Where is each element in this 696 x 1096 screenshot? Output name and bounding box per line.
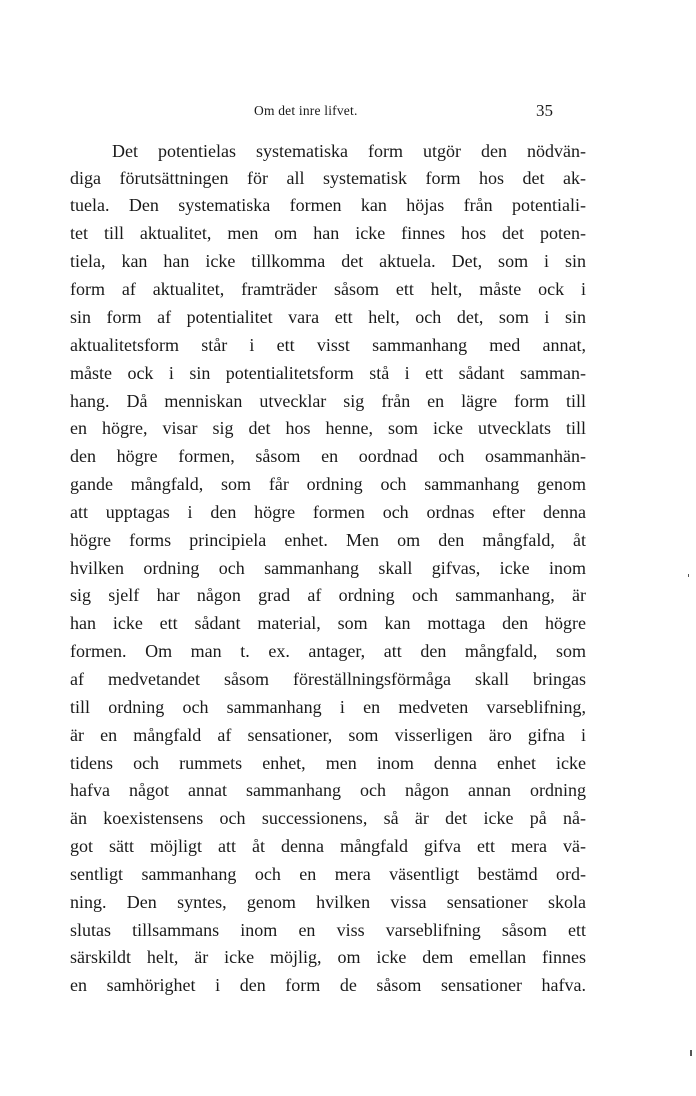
text-line: sin form af potentialitet vara ett helt, och det, som i sin bbox=[70, 307, 586, 327]
text-line: got sätt möjligt att åt denna mångfald gifva ett mera vä- bbox=[70, 836, 586, 856]
text-line: att upptagas i den högre formen och ordnas efter denna bbox=[70, 502, 586, 522]
text-line: tuela. Den systematiska formen kan höjas från potentiali- bbox=[70, 195, 586, 215]
text-line: slutas tillsammans inom en viss varseblifning såsom ett bbox=[70, 920, 586, 940]
text-line: högre forms principiela enhet. Men om den mångfald, åt bbox=[70, 530, 586, 550]
text-line: hang. Då menniskan utvecklar sig från en lägre form till bbox=[70, 391, 586, 411]
text-line: är en mångfald af sensationer, som visserligen äro gifna i bbox=[70, 725, 586, 745]
text-line: tiela, kan han icke tillkomma det aktuela. Det, som i sin bbox=[70, 251, 586, 271]
text-line: diga förutsättningen för all systematisk form hos det ak- bbox=[70, 168, 586, 188]
text-line: formen. Om man t. ex. antager, att den mångfald, som bbox=[70, 641, 586, 661]
text-line: gande mångfald, som får ordning och sammanhang genom bbox=[70, 474, 586, 494]
text-line: tet till aktualitet, men om han icke finnes hos det poten- bbox=[70, 223, 586, 243]
text-line: sentligt sammanhang och en mera väsentligt bestämd ord- bbox=[70, 864, 586, 884]
text-line: särskildt helt, är icke möjlig, om icke dem emellan finnes bbox=[70, 947, 586, 967]
text-line: han icke ett sådant material, som kan mottaga den högre bbox=[70, 613, 586, 633]
text-line: tidens och rummets enhet, men inom denna enhet icke bbox=[70, 753, 586, 773]
text-line: än koexistensens och successionens, så är det icke på nå- bbox=[70, 808, 586, 828]
text-line: måste ock i sin potentialitetsform stå i ett sådant samman- bbox=[70, 363, 586, 383]
text-line: den högre formen, såsom en oordnad och osammanhän- bbox=[70, 446, 586, 466]
page-number: 35 bbox=[536, 101, 553, 120]
text-line: aktualitetsform står i ett visst sammanhang med annat, bbox=[70, 335, 586, 355]
text-line: hvilken ordning och sammanhang skall gifvas, icke inom bbox=[70, 558, 586, 578]
text-line: en samhörighet i den form de såsom sensationer hafva. bbox=[70, 975, 586, 995]
text-line: Det potentielas systematiska form utgör den nödvän- bbox=[112, 141, 586, 161]
text-line: en högre, visar sig det hos henne, som icke utvecklats till bbox=[70, 418, 586, 438]
text-line: till ordning och sammanhang i en medveten varseblifning, bbox=[70, 697, 586, 717]
text-line: form af aktualitet, framträder såsom ett helt, måste ock i bbox=[70, 279, 586, 299]
text-line: hafva något annat sammanhang och någon annan ordning bbox=[70, 780, 586, 800]
running-title: Om det inre lifvet. bbox=[254, 103, 358, 118]
scan-speck bbox=[690, 1050, 692, 1056]
scan-speck bbox=[688, 574, 689, 577]
text-line: sig sjelf har någon grad af ordning och sammanhang, är bbox=[70, 585, 586, 605]
text-line: af medvetandet såsom föreställningsförmåga skall bringas bbox=[70, 669, 586, 689]
text-line: ning. Den syntes, genom hvilken vissa sensationer skola bbox=[70, 892, 586, 912]
